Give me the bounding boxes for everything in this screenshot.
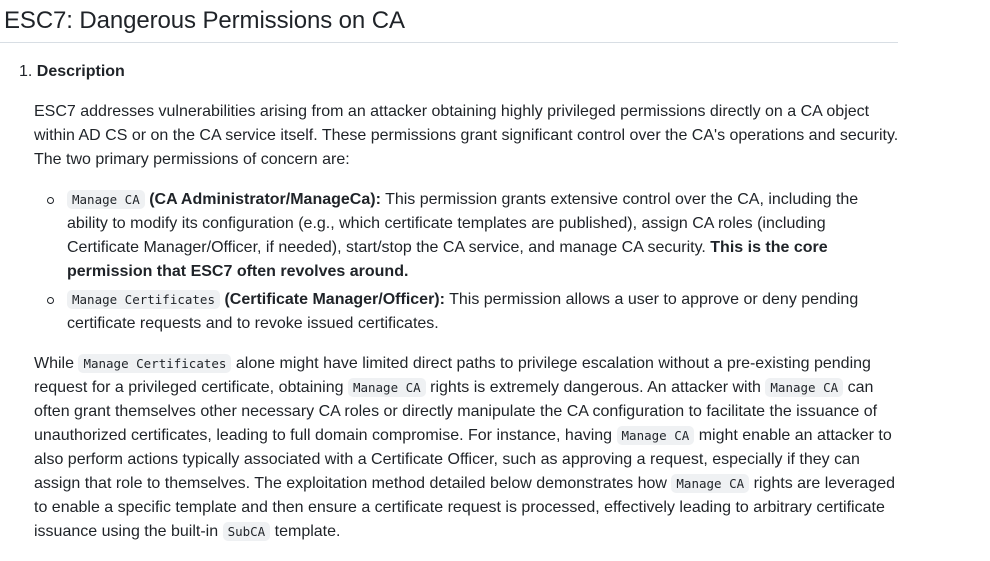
text-run: template.	[270, 523, 341, 540]
permission-emphasis: This is the core permission that ESC7 often revolves around.	[67, 239, 828, 280]
inline-code: Manage Certificates	[78, 354, 231, 373]
text-run: rights is extremely dangerous. An attacker with	[425, 379, 766, 396]
inline-code: Manage CA	[348, 378, 426, 397]
inline-code: Manage CA	[617, 426, 695, 445]
inline-code: Manage Certificates	[67, 290, 220, 309]
closing-paragraph	[34, 352, 902, 544]
bullet-circle-icon	[47, 197, 54, 204]
title-divider	[0, 42, 898, 43]
text-run: might enable an attacker to also perform actions typically associated with a Certificate Officer, such as approving a request, especially if they can assign that role to themselves. The exploitation method detailed below demonstrates how	[34, 427, 892, 492]
permission-name: (CA Administrator/ManageCa):	[149, 191, 381, 208]
inline-code: Manage CA	[671, 474, 749, 493]
text-run: While	[34, 355, 79, 372]
page-title: ESC7: Dangerous Permissions on CA	[4, 7, 405, 34]
inline-code: Manage CA	[765, 378, 843, 397]
list-item	[34, 188, 902, 284]
text-run: rights are leveraged to enable a specific template and then ensure a certificate request is processed, effectively leading to arbitrary certificate issuance using the built-in	[34, 475, 895, 540]
list-item	[34, 288, 902, 336]
permission-name: (Certificate Manager/Officer):	[224, 291, 445, 308]
section-number: 1.	[19, 63, 33, 80]
inline-code: SubCA	[223, 522, 271, 541]
section-label: Description	[36, 63, 125, 80]
permission-description: This permission grants extensive control over the CA, including the ability to modify its configuration (e.g., which certificate templates are published), assign CA roles (including Certificate Manager/Officer, if needed), start/stop the CA service, and manage CA security.	[67, 191, 859, 256]
bullet-circle-icon	[47, 297, 54, 304]
text-run: alone might have limited direct paths to privilege escalation without a pre-existing pending request for a privileged certificate, obtaining	[34, 355, 871, 396]
permission-list	[34, 188, 902, 340]
inline-code: Manage CA	[67, 190, 145, 209]
intro-paragraph: ESC7 addresses vulnerabilities arising from an attacker obtaining highly privileged permissions directly on a CA object within AD CS or on the CA service itself. These permissions grant significant control over the CA's operations and security. The two primary permissions of concern are:	[34, 103, 899, 168]
text-run: can often grant themselves other necessary CA roles or directly manipulate the CA configuration to facilitate the issuance of unauthorized certificates, leading to full domain compromise. For instance, having	[34, 379, 878, 444]
permission-description: This permission allows a user to approve or deny pending certificate requests and to revoke issued certificates.	[67, 291, 859, 332]
section-heading	[19, 60, 125, 84]
